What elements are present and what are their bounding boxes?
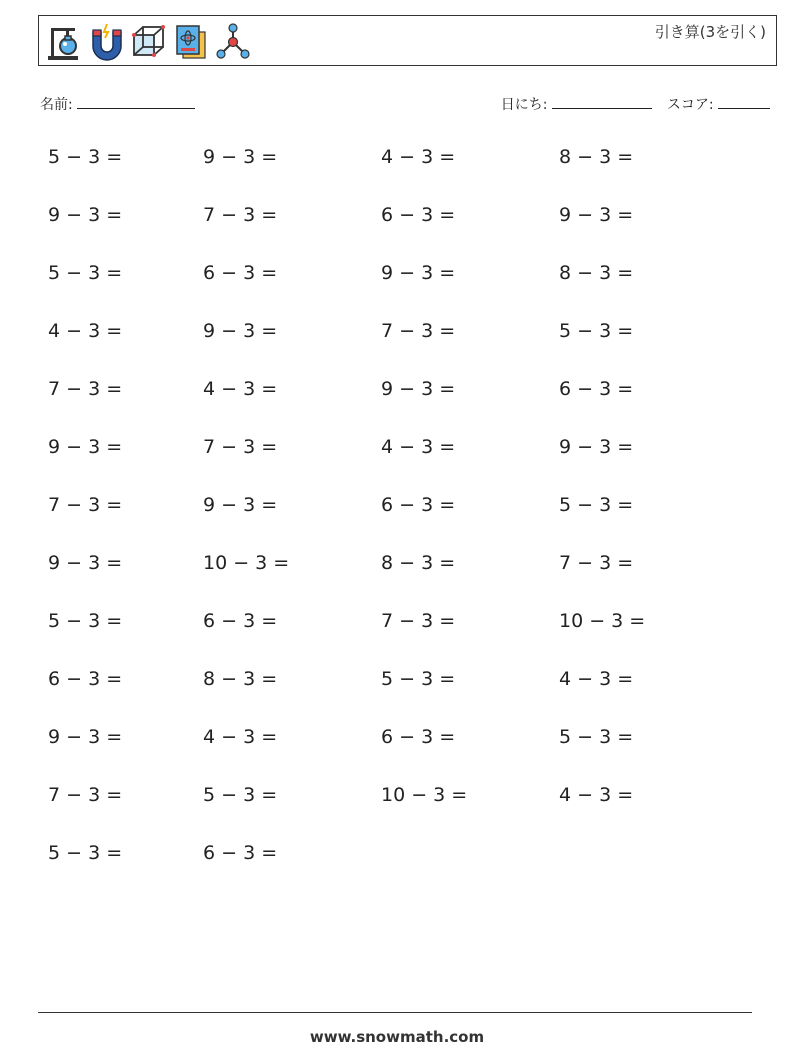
- footer-divider: [38, 1012, 752, 1013]
- date-score-fields: [501, 94, 770, 114]
- name-field: [40, 94, 195, 114]
- problem-item: 6 − 3 =: [381, 494, 456, 516]
- problem-item: 6 − 3 =: [381, 204, 456, 226]
- problem-item: 7 − 3 =: [381, 610, 456, 632]
- date-blank[interactable]: [552, 94, 652, 109]
- problem-item: 9 − 3 =: [48, 726, 123, 748]
- problem-item: 9 − 3 =: [48, 204, 123, 226]
- score-blank[interactable]: [718, 94, 770, 109]
- problem-item: 5 − 3 =: [559, 320, 634, 342]
- problem-item: 6 − 3 =: [381, 726, 456, 748]
- problem-item: 6 − 3 =: [48, 668, 123, 690]
- science-book-icon: [173, 22, 209, 62]
- problem-item: 6 − 3 =: [203, 610, 278, 632]
- problem-item: 7 − 3 =: [48, 494, 123, 516]
- problem-item: 10 − 3 =: [203, 552, 290, 574]
- problem-item: 5 − 3 =: [559, 494, 634, 516]
- problem-item: 4 − 3 =: [381, 146, 456, 168]
- name-blank[interactable]: [77, 94, 195, 109]
- problem-item: 9 − 3 =: [559, 204, 634, 226]
- problem-item: 5 − 3 =: [48, 262, 123, 284]
- problem-item: 7 − 3 =: [48, 378, 123, 400]
- problem-item: 7 − 3 =: [48, 784, 123, 806]
- icon-strip: [47, 22, 251, 62]
- problem-item: 9 − 3 =: [559, 436, 634, 458]
- problem-item: 6 − 3 =: [203, 842, 278, 864]
- problem-item: 9 − 3 =: [203, 494, 278, 516]
- problem-item: 9 − 3 =: [48, 552, 123, 574]
- problem-item: 9 − 3 =: [381, 262, 456, 284]
- problem-item: 5 − 3 =: [381, 668, 456, 690]
- problem-item: 9 − 3 =: [381, 378, 456, 400]
- problem-item: 7 − 3 =: [559, 552, 634, 574]
- problem-item: 8 − 3 =: [381, 552, 456, 574]
- worksheet-header: [38, 15, 777, 66]
- problem-item: 5 − 3 =: [48, 610, 123, 632]
- problem-item: 9 − 3 =: [203, 146, 278, 168]
- problem-item: 9 − 3 =: [203, 320, 278, 342]
- problem-item: 4 − 3 =: [203, 378, 278, 400]
- problem-item: 10 − 3 =: [381, 784, 468, 806]
- problem-item: 5 − 3 =: [48, 842, 123, 864]
- problem-item: 4 − 3 =: [381, 436, 456, 458]
- problem-item: 6 − 3 =: [559, 378, 634, 400]
- problem-item: 4 − 3 =: [48, 320, 123, 342]
- score-label: スコア:: [666, 97, 714, 113]
- magnet-icon: [89, 22, 125, 62]
- problem-item: 8 − 3 =: [559, 146, 634, 168]
- problem-item: 5 − 3 =: [48, 146, 123, 168]
- problem-item: 8 − 3 =: [203, 668, 278, 690]
- problem-item: 4 − 3 =: [559, 668, 634, 690]
- problem-item: 7 − 3 =: [203, 436, 278, 458]
- problem-item: 7 − 3 =: [203, 204, 278, 226]
- problem-item: 7 − 3 =: [381, 320, 456, 342]
- molecule-icon: [215, 22, 251, 62]
- problem-item: 9 − 3 =: [48, 436, 123, 458]
- lab-stand-flask-icon: [47, 22, 83, 62]
- student-info-fields: [40, 94, 770, 114]
- worksheet-title: 引き算(3を引く): [654, 23, 766, 41]
- problem-item: 10 − 3 =: [559, 610, 646, 632]
- name-label: 名前:: [40, 97, 73, 113]
- problem-item: 4 − 3 =: [559, 784, 634, 806]
- problem-item: 4 − 3 =: [203, 726, 278, 748]
- date-label: 日にち:: [500, 97, 548, 113]
- footer-website: www.snowmath.com: [309, 1028, 485, 1046]
- problem-item: 5 − 3 =: [559, 726, 634, 748]
- problem-item: 5 − 3 =: [203, 784, 278, 806]
- problem-item: 8 − 3 =: [559, 262, 634, 284]
- cube-icon: [131, 22, 167, 62]
- problem-item: 6 − 3 =: [203, 262, 278, 284]
